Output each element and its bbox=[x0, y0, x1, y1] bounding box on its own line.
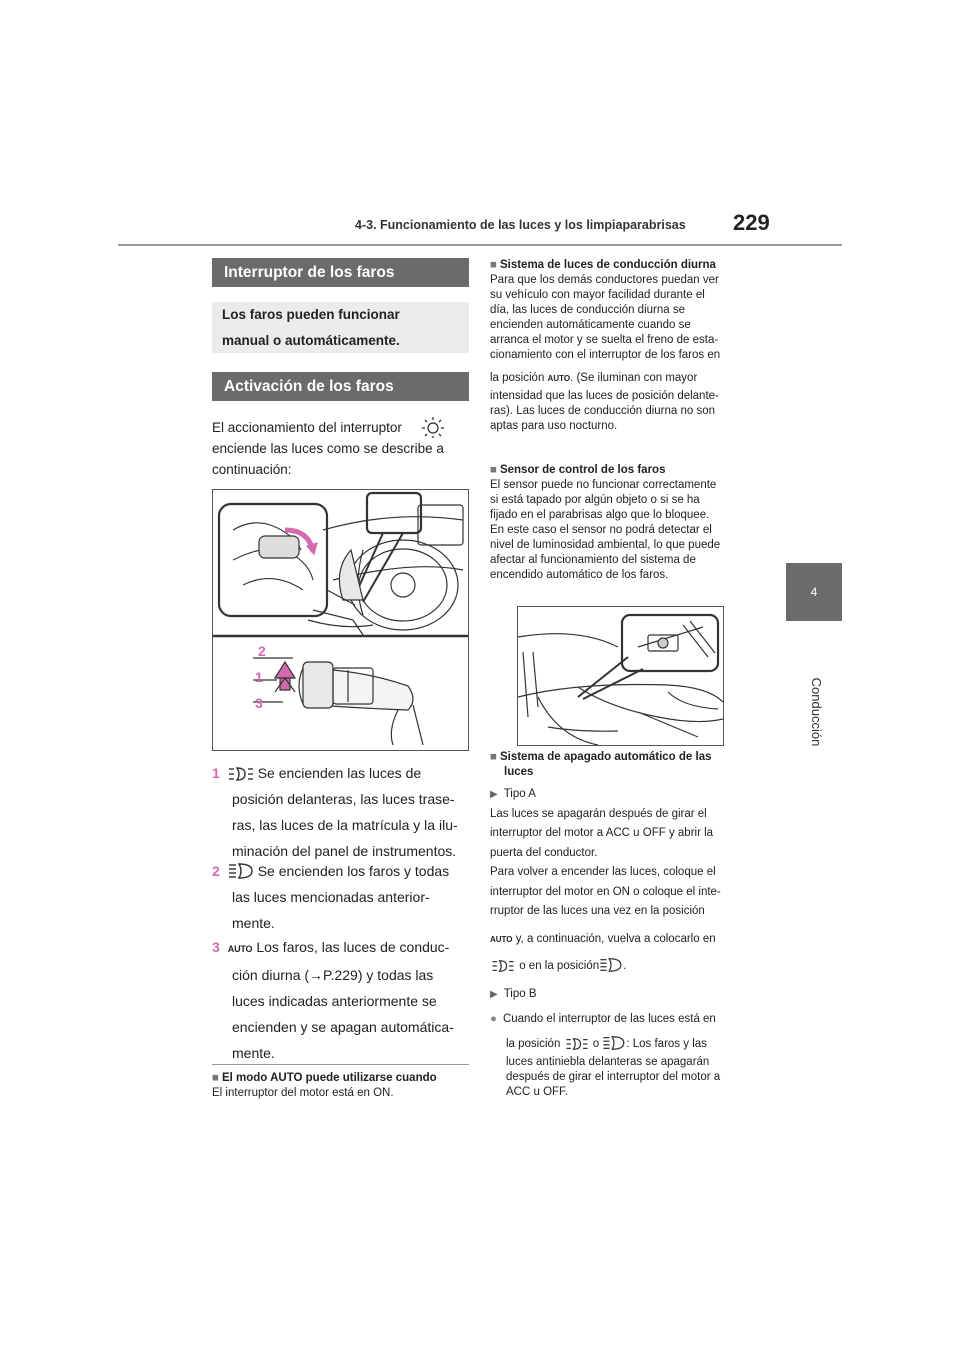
intro-line: manual o automáticamente. bbox=[222, 333, 400, 348]
auto-off-section: ■ Sistema de apagado automático de las luces bbox=[490, 751, 712, 778]
headlight-icon bbox=[228, 862, 254, 880]
section-heading: Interruptor de los faros bbox=[212, 258, 469, 287]
triangle-bullet-icon: ▶ bbox=[490, 989, 498, 1000]
section-title: 4-3. Funcionamiento de las luces y los limpiaparabrisas bbox=[355, 218, 686, 232]
chapter-label: Conducción bbox=[809, 677, 824, 747]
headlight-icon bbox=[599, 957, 623, 973]
tipo-b-section: ▶ Tipo B ● Cuando el interruptor de las luces está en la posición o : Los faros y las luces antiniebla delanteras se apagarán después de girar el interruptor del motor a ACC u OFF. bbox=[490, 988, 721, 1098]
square-bullet-icon: ■ bbox=[490, 259, 497, 271]
figure-label-3: 3 bbox=[255, 695, 263, 711]
list-item-2: 2 Se encienden los faros y todas las luces mencionadas anterior- mente. bbox=[212, 863, 450, 931]
auto-icon: AUTO bbox=[227, 944, 253, 954]
list-item-1: 1 Se encienden las luces de posición delanteras, las luces trase- ras, las luces de la matrícula y la ilu- minación del panel de instrumentos. bbox=[212, 765, 458, 859]
subsection-heading: Activación de los faros bbox=[212, 372, 469, 401]
parking-light-icon bbox=[564, 1037, 590, 1051]
chapter-tab[interactable]: 4 bbox=[786, 563, 842, 621]
triangle-bullet-icon: ▶ bbox=[490, 789, 498, 800]
intro-line: Los faros pueden funcionar bbox=[222, 307, 400, 322]
switch-illustration bbox=[213, 490, 468, 750]
para-line: enciende las luces como se describe a bbox=[212, 441, 444, 456]
square-bullet-icon: ■ bbox=[490, 464, 497, 476]
headlight-icon bbox=[602, 1035, 626, 1051]
sensor-section: ■ Sensor de control de los faros El sensor puede no funcionar correctamente si está tapado por algún objeto o si se ha fijado en el parabrisas algo que lo bloquee. En este caso el sensor no podrá detectar el nivel de luminosidad ambiental, lo que puede afectar al funcionamiento del sistema de encendido automático de los faros. bbox=[490, 464, 721, 581]
figure-label-2: 2 bbox=[258, 643, 266, 659]
list-item-3: 3 AUTO Los faros, las luces de conduc- ción diurna (→P.229) y todas las luces indicadas anteriormente se encienden y se apagan automática- mente. bbox=[212, 939, 454, 1061]
intro-paragraph bbox=[212, 416, 482, 480]
note bbox=[212, 1071, 477, 1101]
auto-icon: AUTO bbox=[547, 374, 571, 383]
item-number: 2 bbox=[212, 863, 220, 879]
para-line: continuación: bbox=[212, 462, 292, 477]
figure-label-1: 1 bbox=[255, 669, 263, 685]
sensor-illustration bbox=[518, 607, 723, 745]
switch-figure bbox=[212, 489, 469, 751]
square-bullet-icon: ■ bbox=[490, 751, 497, 763]
item-number: 3 bbox=[212, 939, 220, 955]
header-rule bbox=[118, 244, 842, 246]
para-line: El accionamiento del interruptor bbox=[212, 416, 482, 438]
sensor-figure bbox=[517, 606, 724, 746]
intro-box bbox=[212, 302, 469, 353]
parking-light-icon bbox=[490, 959, 516, 973]
page-number: 229 bbox=[733, 210, 770, 235]
note-text: El interruptor del motor está en ON. bbox=[212, 1087, 394, 1099]
square-bullet-icon: ■ bbox=[212, 1072, 219, 1084]
parking-light-icon bbox=[228, 766, 254, 782]
item-number: 1 bbox=[212, 765, 220, 781]
auto-icon: AUTO bbox=[490, 934, 513, 944]
drl-section: ■ Sistema de luces de conducción diurna Para que los demás conductores puedan ver su vehículo con mayor facilidad durante el día, las luces de conducción diurna se encienden automáticamente cuando se arranca el motor y se suelta el freno de esta- cionamiento con el interruptor de los faros en la posición AUTO. (Se iluminan con mayor intensidad que las luces de posición delante- ras). Las luces de conducción diurna no son aptas para uso nocturno. bbox=[490, 259, 721, 432]
tipo-a-section: ▶ Tipo A Las luces se apagarán después de girar el interruptor del motor a ACC u OFF y abrir la puerta del conductor. Para volver a encender las luces, coloque el interruptor del motor en ON o coloque el inte- rruptor de las luces una vez en la posición AUTO y, a continuación, vuelva a colocarlo en o en la posición . bbox=[490, 788, 721, 972]
note-rule bbox=[212, 1064, 469, 1065]
sun-icon bbox=[416, 416, 446, 438]
circle-bullet-icon: ● bbox=[490, 1012, 497, 1025]
note-title: El modo AUTO puede utilizarse cuando bbox=[221, 1072, 437, 1084]
